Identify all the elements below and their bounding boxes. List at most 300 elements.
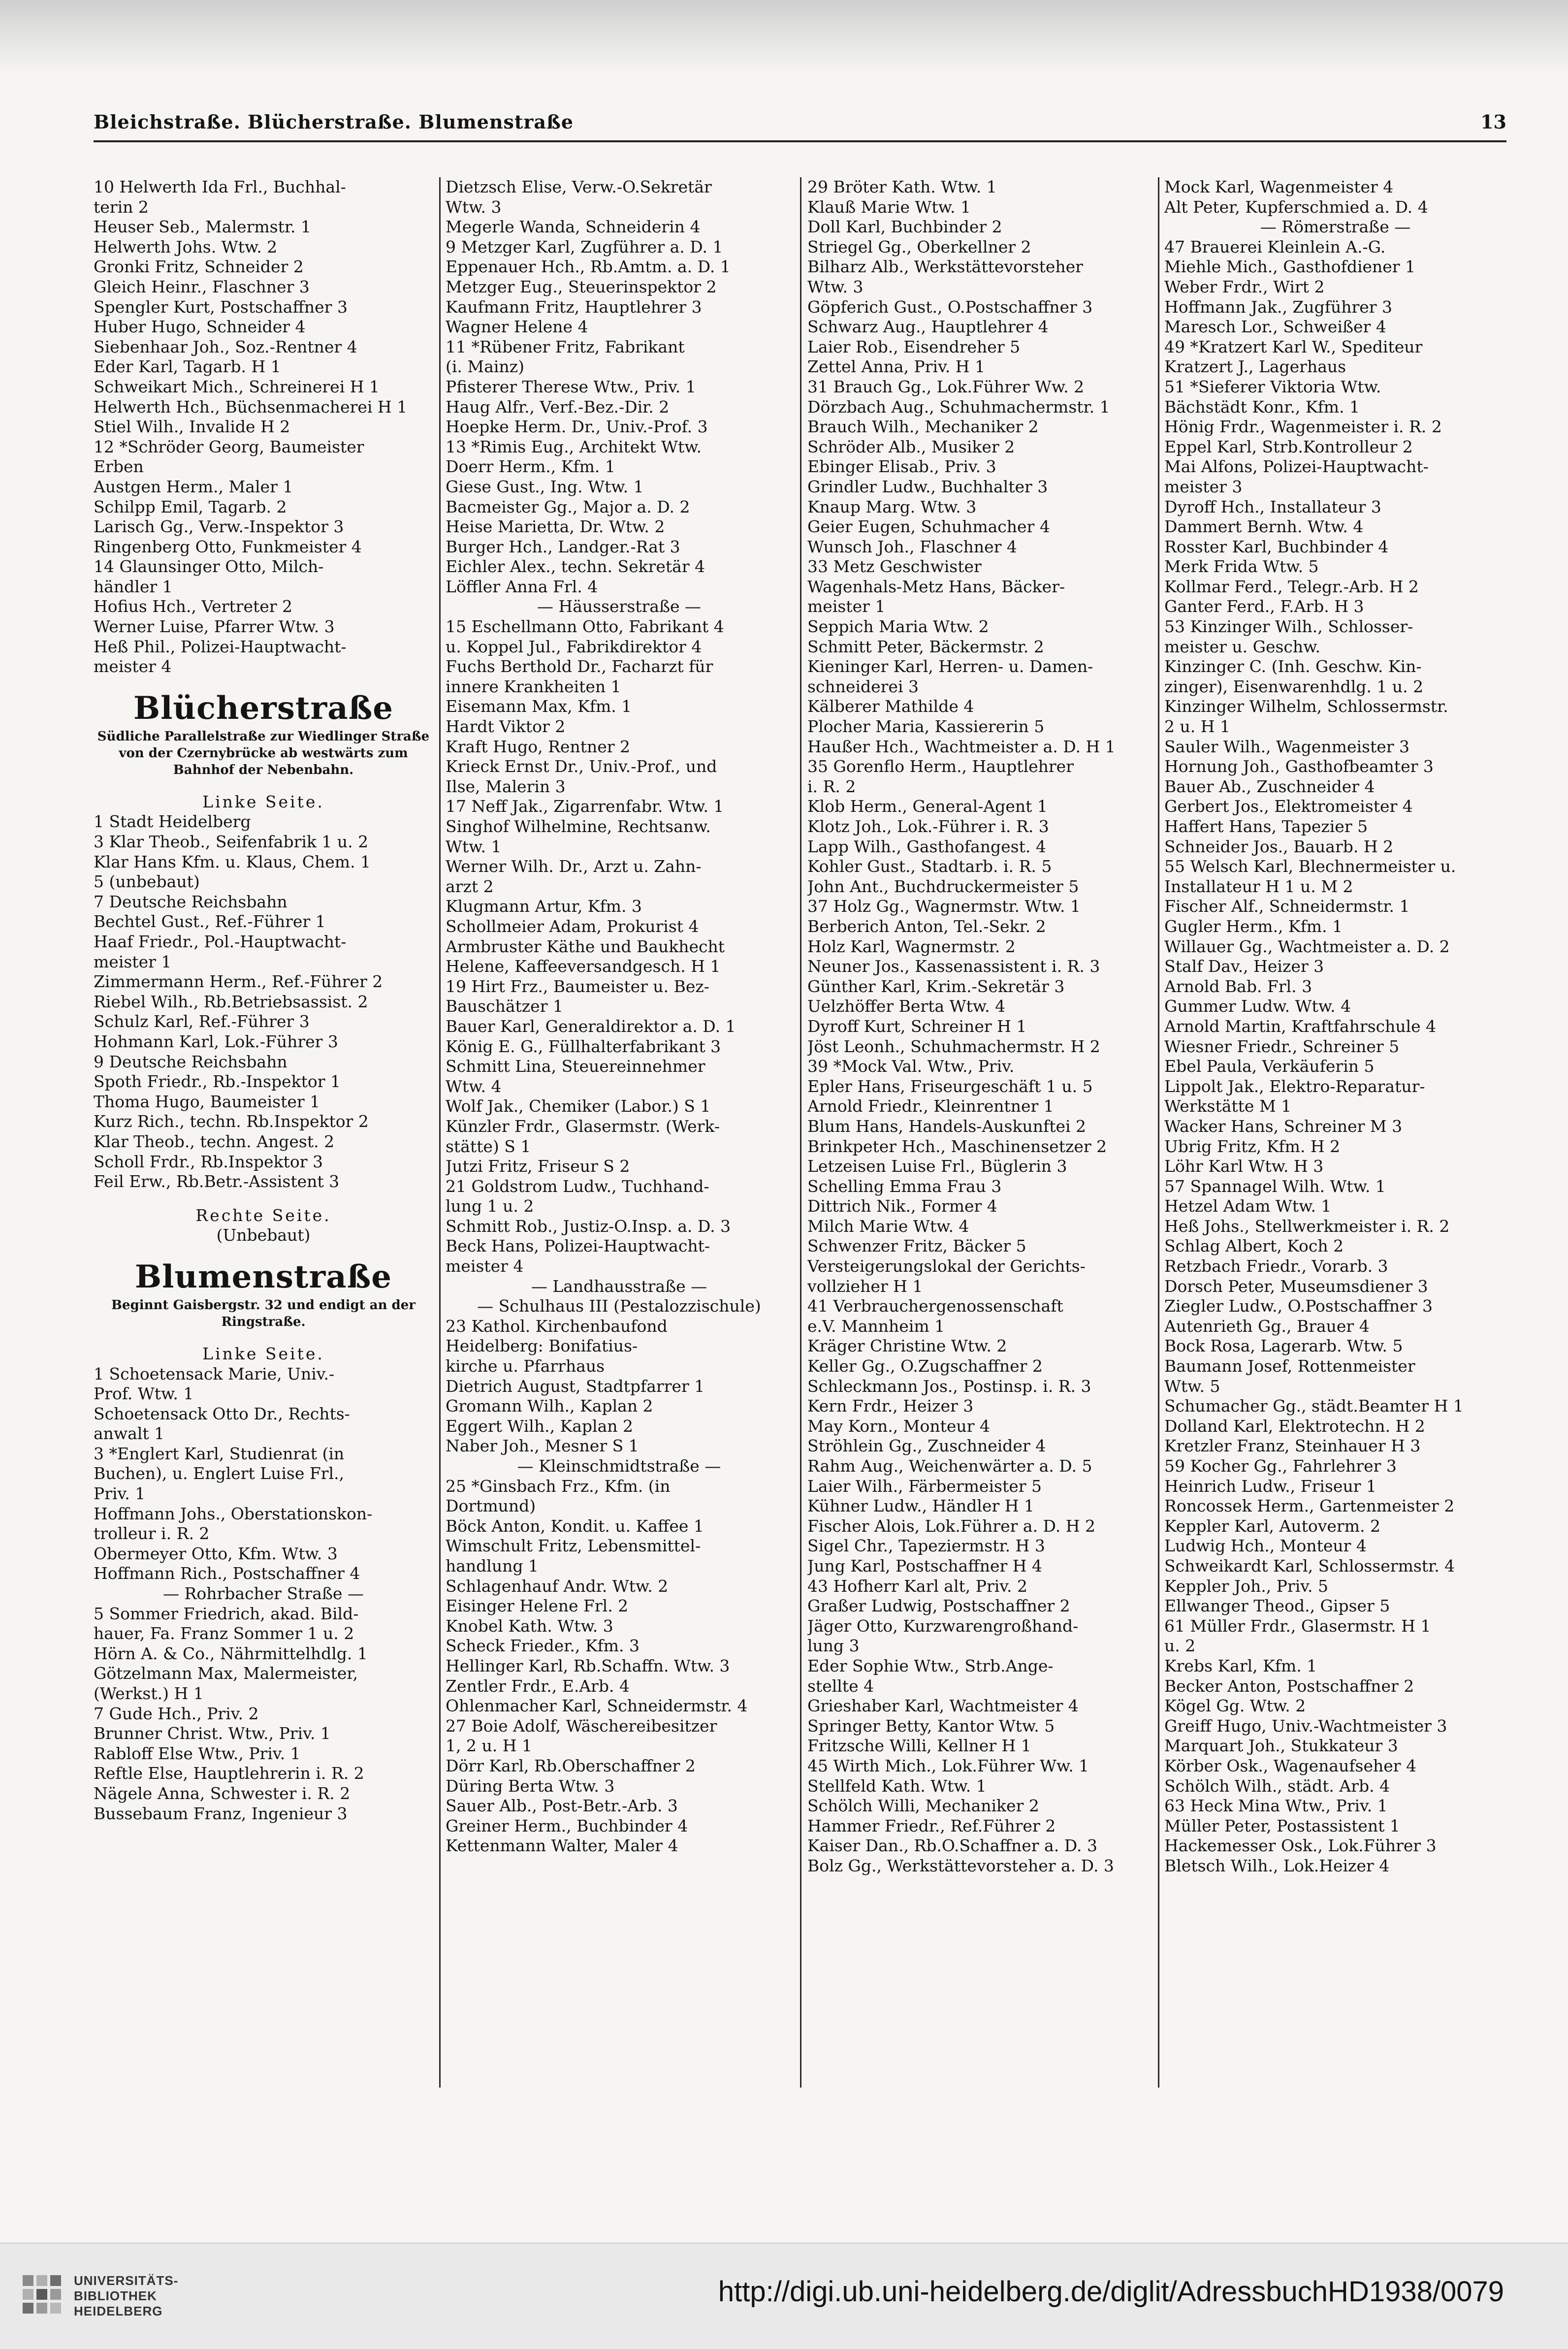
directory-entry: Schelling Emma Frau 3 (807, 1176, 1002, 1196)
column-2 (446, 177, 793, 2171)
directory-entry: Kinzinger Wilhelm, Schlossermstr. (1164, 697, 1448, 716)
directory-entry: 1, 2 u. H 1 (446, 1736, 532, 1756)
column-4 (1164, 177, 1506, 2171)
directory-entry: Springer Betty, Kantor Wtw. 5 (807, 1716, 1055, 1736)
directory-entry: stätte) S 1 (446, 1136, 531, 1156)
directory-entry: Arnold Martin, Kraftfahrschule 4 (1164, 1016, 1437, 1036)
column-3 (807, 177, 1152, 2171)
directory-entry: Hoffmann Jak., Zugführer 3 (1164, 297, 1393, 317)
directory-entry: Rabloff Else Wtw., Priv. 1 (94, 1743, 301, 1763)
directory-entry: Installateur H 1 u. M 2 (1164, 876, 1353, 896)
directory-entry: Ganter Ferd., F.Arb. H 3 (1164, 597, 1364, 616)
directory-entry: 25 *Ginsbach Frz., Kfm. (in (446, 1476, 671, 1496)
directory-entry: Autenrieth Gg., Brauer 4 (1164, 1316, 1370, 1336)
directory-entry: Schollmeier Adam, Prokurist 4 (446, 916, 699, 936)
directory-entry: Hoepke Herm. Dr., Univ.-Prof. 3 (446, 417, 708, 437)
directory-entry: 59 Kocher Gg., Fahrlehrer 3 (1164, 1456, 1397, 1476)
directory-entry: Versteigerungslokal der Gerichts- (807, 1256, 1086, 1276)
directory-entry: Eppenauer Hch., Rb.Amtm. a. D. 1 (446, 257, 731, 277)
directory-entry: u. 2 (1164, 1636, 1196, 1656)
footer-bar (0, 2243, 1568, 2349)
directory-entry: Schlagenhauf Andr. Wtw. 2 (446, 1576, 669, 1596)
directory-entry: 13 *Rimis Eug., Architekt Wtw. (446, 437, 702, 456)
directory-entry: Hornung Joh., Gasthofbeamter 3 (1164, 757, 1434, 776)
directory-entry: Doerr Herm., Kfm. 1 (446, 457, 615, 477)
directory-entry: Wtw. 3 (446, 197, 502, 217)
directory-entry: Klob Herm., General-Agent 1 (807, 797, 1048, 816)
directory-entry: lung 3 (807, 1636, 860, 1656)
directory-entry: 35 Gorenflo Herm., Hauptlehrer (807, 757, 1074, 776)
directory-entry: Kälberer Mathilde 4 (807, 697, 974, 716)
directory-entry: Dammert Bernh. Wtw. 4 (1164, 517, 1364, 537)
directory-entry: Ströhlein Gg., Zuschneider 4 (807, 1436, 1046, 1456)
directory-entry: Löhr Karl Wtw. H 3 (1164, 1157, 1324, 1176)
directory-entry: Heise Marietta, Dr. Wtw. 2 (446, 517, 665, 537)
directory-entry: Eichler Alex., techn. Sekretär 4 (446, 557, 705, 577)
directory-entry: Eisinger Helene Frl. 2 (446, 1596, 629, 1616)
directory-entry: Zettel Anna, Priv. H 1 (807, 357, 986, 377)
directory-entry: Schumacher Gg., städt.Beamter H 1 (1164, 1396, 1464, 1416)
directory-entry: Kohler Gust., Stadtarb. i. R. 5 (807, 857, 1052, 876)
directory-entry: Dietrich August, Stadtpfarrer 1 (446, 1376, 705, 1396)
directory-entry: Knobel Kath. Wtw. 3 (446, 1616, 613, 1636)
directory-entry: Kieninger Karl, Herren- u. Damen- (807, 657, 1093, 676)
directory-entry: Roncossek Herm., Gartenmeister 2 (1164, 1496, 1455, 1516)
directory-entry: Kratzert J., Lagerhaus (1164, 357, 1346, 377)
directory-entry: 61 Müller Frdr., Glasermstr. H 1 (1164, 1616, 1431, 1636)
directory-entry: Helwerth Hch., Büchsenmacherei H 1 (94, 397, 408, 417)
directory-entry: 63 Heck Mina Wtw., Priv. 1 (1164, 1796, 1388, 1816)
column-1 (94, 177, 433, 2171)
directory-entry: i. R. 2 (807, 776, 856, 796)
section-label: Rechte Seite. (195, 1205, 331, 1225)
directory-entry: 7 Gude Hch., Priv. 2 (94, 1704, 259, 1723)
directory-entry: Jung Karl, Postschaffner H 4 (807, 1556, 1043, 1576)
directory-entry: Larisch Gg., Verw.-Inspektor 3 (94, 517, 344, 537)
directory-entry: Ilse, Malerin 3 (446, 776, 566, 796)
directory-entry: Singhof Wilhelmine, Rechtsanw. (446, 817, 711, 836)
directory-entry: Willauer Gg., Wachtmeister a. D. 2 (1164, 936, 1450, 956)
directory-entry: John Ant., Buchdruckermeister 5 (807, 876, 1079, 896)
source-url-link[interactable]: http://digi.ub.uni-heidelberg.de/diglit/AdressbuchHD1938/0079 (718, 2276, 1504, 2308)
directory-entry: Hetzel Adam Wtw. 1 (1164, 1196, 1332, 1216)
directory-entry: Ludwig Hch., Monteur 4 (1164, 1536, 1367, 1556)
page-title: Bleichstraße. Blücherstraße. Blumenstraße (94, 111, 574, 133)
section-label: — Häusserstraße — (537, 597, 702, 616)
directory-entry: Schölch Wilh., städt. Arb. 4 (1164, 1776, 1390, 1796)
directory-entry: Wolf Jak., Chemiker (Labor.) S 1 (446, 1096, 711, 1116)
directory-entry: 53 Kinzinger Wilh., Schlosser- (1164, 617, 1413, 637)
directory-entry: Maresch Lor., Schweißer 4 (1164, 317, 1386, 337)
section-label: — Römerstraße — (1260, 217, 1411, 237)
directory-entry: (Werkst.) H 1 (94, 1684, 204, 1703)
directory-entry: 17 Neff Jak., Zigarrenfabr. Wtw. 1 (446, 797, 724, 816)
directory-entry: 39 *Mock Val. Wtw., Priv. (807, 1057, 1015, 1076)
directory-entry: Schmitt Lina, Steuereinnehmer (446, 1057, 705, 1076)
directory-entry: Haußer Hch., Wachtmeister a. D. H 1 (807, 737, 1116, 756)
directory-entry: Schoetensack Otto Dr., Rechts- (94, 1404, 350, 1423)
directory-entry: Graßer Ludwig, Postschaffner 2 (807, 1596, 1070, 1616)
directory-entry: händler 1 (94, 577, 173, 596)
directory-entry: Eder Sophie Wtw., Strb.Ange- (807, 1656, 1054, 1675)
directory-entry: Neuner Jos., Kassenassistent i. R. 3 (807, 957, 1100, 976)
directory-entry: 23 Kathol. Kirchenbaufond (446, 1316, 668, 1336)
street-description: Südliche Parallelstraße zur Wiedlinger Straße von der Czernybrücke ab westwärts zum Bahnhof der Nebenbahn. (97, 729, 430, 777)
directory-entry: Klar Theob., techn. Angest. 2 (94, 1131, 335, 1151)
directory-entry: Brunner Christ. Wtw., Priv. 1 (94, 1724, 331, 1743)
directory-entry: Ellwanger Theod., Gipser 5 (1164, 1596, 1390, 1616)
library-name-line: HEIDELBERG (74, 2304, 163, 2318)
directory-entry: Dörr Karl, Rb.Oberschaffner 2 (446, 1756, 696, 1775)
directory-entry: meister 1 (94, 952, 172, 971)
directory-entry: meister 1 (807, 597, 886, 616)
directory-entry: Gugler Herm., Kfm. 1 (1164, 916, 1343, 936)
directory-entry: Fischer Alois, Lok.Führer a. D. H 2 (807, 1516, 1096, 1536)
directory-entry: 15 Eschellmann Otto, Fabrikant 4 (446, 617, 724, 637)
directory-entry: Bock Rosa, Lagerarb. Wtw. 5 (1164, 1336, 1403, 1356)
directory-entry: Schölch Willi, Mechaniker 2 (807, 1796, 1039, 1816)
directory-entry: Doll Karl, Buchbinder 2 (807, 217, 1002, 237)
directory-entry: Plocher Maria, Kassiererin 5 (807, 717, 1045, 737)
directory-entry: Dietzsch Elise, Verw.-O.Sekretär (446, 177, 712, 196)
directory-entry: Kühner Ludw., Händler H 1 (807, 1496, 1035, 1516)
street-heading: Blücherstraße (133, 689, 393, 727)
directory-entry: König E. G., Füllhalterfabrikant 3 (446, 1036, 721, 1056)
directory-entry: Kinzinger C. (Inh. Geschw. Kin- (1164, 657, 1422, 676)
directory-entry: Künzler Frdr., Glasermstr. (Werk- (446, 1116, 720, 1136)
directory-entry: Heuser Seb., Malermstr. 1 (94, 217, 311, 237)
directory-entry: Werner Wilh. Dr., Arzt u. Zahn- (446, 857, 702, 876)
directory-entry: Miehle Mich., Gasthofdiener 1 (1164, 257, 1416, 277)
directory-entry: Schmitt Rob., Justiz-O.Insp. a. D. 3 (446, 1216, 731, 1236)
street-heading: Blumenstraße (134, 1258, 392, 1295)
directory-entry: 43 Hofherr Karl alt, Priv. 2 (807, 1576, 1028, 1596)
directory-entry: Eggert Wilh., Kaplan 2 (446, 1416, 633, 1436)
directory-entry: Fischer Alf., Schneidermstr. 1 (1164, 897, 1410, 916)
directory-entry: Wunsch Joh., Flaschner 4 (807, 537, 1017, 556)
directory-entry: Werner Luise, Pfarrer Wtw. 3 (94, 617, 335, 637)
directory-entry: Bussebaum Franz, Ingenieur 3 (94, 1803, 348, 1823)
directory-entry: Wacker Hans, Schreiner M 3 (1164, 1116, 1403, 1136)
directory-entry: Klotz Joh., Lok.-Führer i. R. 3 (807, 817, 1049, 836)
directory-entry: Megerle Wanda, Schneiderin 4 (446, 217, 701, 237)
directory-entry: Obermeyer Otto, Kfm. Wtw. 3 (94, 1544, 338, 1563)
directory-entry: Schlag Albert, Koch 2 (1164, 1236, 1344, 1256)
directory-entry: 49 *Kratzert Karl W., Spediteur (1164, 337, 1423, 356)
directory-entry: innere Krankheiten 1 (446, 676, 621, 696)
directory-entry: hauer, Fa. Franz Sommer 1 u. 2 (94, 1624, 354, 1643)
directory-entry: Stalf Dav., Heizer 3 (1164, 957, 1324, 976)
directory-entry: Krebs Karl, Kfm. 1 (1164, 1656, 1317, 1675)
directory-entry: Schleckmann Jos., Postinsp. i. R. 3 (807, 1376, 1091, 1396)
directory-entry: Hoffmann Johs., Oberstationskon- (94, 1504, 373, 1523)
directory-entry: 14 Glaunsinger Otto, Milch- (94, 557, 324, 577)
directory-entry: Bacmeister Gg., Major a. D. 2 (446, 497, 690, 516)
directory-entry: anwalt 1 (94, 1424, 165, 1444)
directory-entry: Epler Hans, Friseurgeschäft 1 u. 5 (807, 1076, 1093, 1096)
directory-entry: schneiderei 3 (807, 676, 919, 696)
directory-entry: Gronki Fritz, Schneider 2 (94, 257, 304, 277)
directory-entry: Erben (94, 457, 144, 477)
directory-entry: Zentler Frdr., E.Arb. 4 (446, 1676, 630, 1696)
directory-entry: Geier Eugen, Schuhmacher 4 (807, 517, 1050, 537)
directory-entry: Riebel Wilh., Rb.Betriebsassist. 2 (94, 992, 368, 1011)
directory-entry: meister 4 (94, 657, 172, 676)
directory-entry: Düring Berta Wtw. 3 (446, 1776, 615, 1796)
directory-entry: 5 (unbebaut) (94, 872, 200, 892)
directory-entry: trolleur i. R. 2 (94, 1524, 210, 1544)
directory-entry: 29 Bröter Kath. Wtw. 1 (807, 177, 997, 196)
directory-entry: Berberich Anton, Tel.-Sekr. 2 (807, 916, 1046, 936)
directory-entry: 33 Metz Geschwister (807, 557, 982, 577)
directory-entry: Fritzsche Willi, Kellner H 1 (807, 1736, 1031, 1756)
library-name-line: UNIVERSITÄTS- (74, 2273, 179, 2288)
directory-entry: Mock Karl, Wagenmeister 4 (1164, 177, 1394, 196)
directory-entry: Scholl Frdr., Rb.Inspektor 3 (94, 1152, 323, 1171)
directory-entry: 9 Deutsche Reichsbahn (94, 1052, 288, 1071)
directory-entry: Mai Alfons, Polizei-Hauptwacht- (1164, 457, 1429, 477)
directory-entry: Werkstätte M 1 (1164, 1096, 1292, 1116)
directory-entry: Letzeisen Luise Frl., Büglerin 3 (807, 1157, 1067, 1176)
directory-entry: Bolz Gg., Werkstättevorsteher a. D. 3 (807, 1856, 1114, 1875)
directory-entry: Körber Osk., Wagenaufseher 4 (1164, 1756, 1417, 1775)
directory-entry: meister 4 (446, 1256, 524, 1276)
directory-entry: Dolland Karl, Elektrotechn. H 2 (1164, 1416, 1425, 1436)
directory-entry: Helene, Kaffeeversandgesch. H 1 (446, 957, 721, 976)
directory-entry: zinger), Eisenwarenhdlg. 1 u. 2 (1164, 676, 1424, 696)
directory-entry: Bauer Ab., Zuschneider 4 (1164, 776, 1375, 796)
directory-entry: Sauer Alb., Post-Betr.-Arb. 3 (446, 1796, 678, 1816)
directory-entry: e.V. Mannheim 1 (807, 1316, 945, 1336)
directory-entry: Reftle Else, Hauptlehrerin i. R. 2 (94, 1764, 364, 1783)
directory-entry: Kögel Gg. Wtw. 2 (1164, 1696, 1306, 1716)
spacer (94, 778, 433, 792)
directory-entry: 7 Deutsche Reichsbahn (94, 892, 288, 911)
directory-entry: Haug Alfr., Verf.-Bez.-Dir. 2 (446, 397, 670, 417)
directory-entry: Spengler Kurt, Postschaffner 3 (94, 297, 348, 317)
directory-entry: Wtw. 4 (446, 1076, 502, 1096)
directory-entry: Holz Karl, Wagnermstr. 2 (807, 936, 1016, 956)
directory-entry: Dorsch Peter, Museumsdiener 3 (1164, 1276, 1428, 1296)
directory-entry: vollzieher H 1 (807, 1276, 923, 1296)
directory-entry: Hofius Hch., Vertreter 2 (94, 597, 293, 616)
directory-entry: 51 *Sieferer Viktoria Wtw. (1164, 377, 1381, 396)
directory-entry: Bletsch Wilh., Lok.Heizer 4 (1164, 1856, 1390, 1875)
section-label: Linke Seite. (202, 792, 324, 811)
directory-entry: Prof. Wtw. 1 (94, 1384, 194, 1404)
directory-entry: Greiner Herm., Buchbinder 4 (446, 1816, 688, 1835)
directory-entry: Hoffmann Rich., Postschaffner 4 (94, 1564, 360, 1583)
directory-entry: Kräger Christine Wtw. 2 (807, 1336, 1007, 1356)
directory-entry: terin 2 (94, 197, 149, 217)
library-name (74, 2273, 178, 2319)
directory-entry: Wagner Helene 4 (446, 317, 588, 337)
directory-entry: Günther Karl, Krim.-Sekretär 3 (807, 976, 1065, 996)
directory-entry: handlung 1 (446, 1556, 539, 1576)
directory-entry: Laier Rob., Eisendreher 5 (807, 337, 1021, 356)
directory-entry: Bächstädt Konr., Kfm. 1 (1164, 397, 1360, 417)
directory-entry: Keppler Joh., Priv. 5 (1164, 1576, 1328, 1596)
directory-entry: 10 Helwerth Ida Frl., Buchhal- (94, 177, 346, 196)
directory-entry: Schilpp Emil, Tagarb. 2 (94, 497, 287, 516)
column-divider (800, 177, 801, 2088)
scan-top-margin (0, 0, 1568, 74)
directory-entry: Priv. 1 (94, 1484, 146, 1504)
directory-entry: Grieshaber Karl, Wachtmeister 4 (807, 1696, 1079, 1716)
directory-entry: Merk Frida Wtw. 5 (1164, 557, 1319, 577)
directory-entry: Ebel Paula, Verkäuferin 5 (1164, 1057, 1375, 1076)
directory-entry: Böck Anton, Kondit. u. Kaffee 1 (446, 1516, 704, 1536)
directory-entry: Burger Hch., Landger.-Rat 3 (446, 537, 680, 556)
directory-entry: Schwenzer Fritz, Bäcker 5 (807, 1236, 1026, 1256)
directory-entry: Schmitt Peter, Bäckermstr. 2 (807, 637, 1044, 656)
directory-entry: Sauler Wilh., Wagenmeister 3 (1164, 737, 1410, 756)
directory-entry: Krieck Ernst Dr., Univ.-Prof., und (446, 757, 717, 776)
directory-entry: Lippolt Jak., Elektro-Reparatur- (1164, 1076, 1425, 1096)
directory-entry: Heidelberg: Bonifatius- (446, 1336, 638, 1356)
directory-entry: Hörn A. & Co., Nährmittelhdlg. 1 (94, 1643, 368, 1663)
directory-entry: meister u. Geschw. (1164, 637, 1320, 656)
directory-entry: Feil Erw., Rb.Betr.-Assistent 3 (94, 1172, 340, 1191)
directory-entry: 19 Hirt Frz., Baumeister u. Bez- (446, 976, 709, 996)
column-divider (1158, 177, 1159, 2088)
directory-entry: Ohlenmacher Karl, Schneidermstr. 4 (446, 1696, 748, 1716)
directory-entry: Haffert Hans, Tapezier 5 (1164, 817, 1368, 836)
street-description: Beginnt Gaisbergstr. 32 und endigt an der Ringstraße. (111, 1297, 416, 1329)
directory-entry: Müller Peter, Postassistent 1 (1164, 1816, 1400, 1835)
directory-entry: Heinrich Ludw., Friseur 1 (1164, 1476, 1376, 1496)
directory-entry: Kern Frdr., Heizer 3 (807, 1396, 974, 1416)
directory-entry: Arnold Friedr., Kleinrentner 1 (807, 1096, 1054, 1116)
directory-entry: Spoth Friedr., Rb.-Inspektor 1 (94, 1072, 341, 1092)
directory-entry: Schweikart Mich., Schreinerei H 1 (94, 377, 380, 396)
directory-entry: Grindler Ludw., Buchhalter 3 (807, 477, 1048, 496)
directory-entry: Kraft Hugo, Rentner 2 (446, 737, 631, 756)
directory-entry: Beck Hans, Polizei-Hauptwacht- (446, 1236, 710, 1256)
directory-entry: Wagenhals-Metz Hans, Bäcker- (807, 577, 1065, 596)
directory-entry: Schwarz Aug., Hauptlehrer 4 (807, 317, 1049, 337)
section-label: — Schulhaus III (Pestalozzischule) (477, 1296, 761, 1316)
directory-entry: Jöst Leonh., Schuhmachermstr. H 2 (807, 1036, 1100, 1056)
directory-entry: Retzbach Friedr., Vorarb. 3 (1164, 1256, 1388, 1276)
directory-entry: 5 Sommer Friedrich, akad. Bild- (94, 1604, 359, 1623)
directory-entry: 3 *Englert Karl, Studienrat (in (94, 1444, 345, 1463)
directory-entry: Bauschätzer 1 (446, 997, 563, 1016)
directory-entry: Schröder Alb., Musiker 2 (807, 437, 1015, 456)
directory-entry: Kollmar Ferd., Telegr.-Arb. H 2 (1164, 577, 1419, 596)
directory-entry: Alt Peter, Kupferschmied a. D. 4 (1164, 197, 1428, 217)
directory-entry: Hardt Viktor 2 (446, 717, 566, 737)
directory-entry: 31 Brauch Gg., Lok.Führer Ww. 2 (807, 377, 1085, 396)
directory-entry: Keller Gg., O.Zugschaffner 2 (807, 1356, 1043, 1376)
directory-entry: Wtw. 5 (1164, 1376, 1220, 1396)
directory-entry: 45 Wirth Mich., Lok.Führer Ww. 1 (807, 1756, 1089, 1775)
directory-entry: Gromann Wilh., Kaplan 2 (446, 1396, 653, 1416)
directory-entry: Heß Johs., Stellwerkmeister i. R. 2 (1164, 1216, 1450, 1236)
directory-entry: Eppel Karl, Strb.Kontrolleur 2 (1164, 437, 1413, 456)
directory-entry: 1 Schoetensack Marie, Univ.- (94, 1364, 335, 1384)
directory-entry: 1 Stadt Heidelberg (94, 812, 251, 832)
directory-entry: Stellfeld Kath. Wtw. 1 (807, 1776, 987, 1796)
directory-entry: 41 Verbrauchergenossenschaft (807, 1296, 1063, 1316)
directory-entry: Hohmann Karl, Lok.-Führer 3 (94, 1031, 338, 1051)
directory-entry: 2 u. H 1 (1164, 717, 1230, 737)
column-divider (439, 177, 441, 2088)
directory-entry: Uelzhöffer Berta Wtw. 4 (807, 997, 1006, 1016)
directory-entry: May Korn., Monteur 4 (807, 1416, 990, 1436)
directory-entry: Schneider Jos., Bauarb. H 2 (1164, 837, 1394, 856)
directory-entry: Nägele Anna, Schwester i. R. 2 (94, 1783, 351, 1803)
directory-entry: Bechtel Gust., Ref.-Führer 1 (94, 912, 326, 932)
directory-entry: Hönig Frdr., Wagenmeister i. R. 2 (1164, 417, 1442, 437)
directory-entry: Klauß Marie Wtw. 1 (807, 197, 971, 217)
directory-entry: Klugmann Artur, Kfm. 3 (446, 897, 642, 916)
directory-entry: Wtw. 1 (446, 837, 502, 856)
directory-entry: 11 *Rübener Fritz, Fabrikant (446, 337, 685, 356)
section-label: — Rohrbacher Straße — (163, 1584, 364, 1604)
directory-entry: 47 Brauerei Kleinlein A.-G. (1164, 237, 1386, 257)
directory-entry: Eisemann Max, Kfm. 1 (446, 697, 632, 716)
directory-entry: Bauer Karl, Generaldirektor a. D. 1 (446, 1016, 736, 1036)
directory-entry: Kretzler Franz, Steinhauer H 3 (1164, 1436, 1421, 1456)
directory-entry: Hackemesser Osk., Lok.Führer 3 (1164, 1836, 1437, 1856)
directory-entry: kirche u. Pfarrhaus (446, 1356, 605, 1376)
directory-entry: Marquart Joh., Stukkateur 3 (1164, 1736, 1398, 1756)
page-header (94, 106, 1506, 142)
directory-entry: Wiesner Friedr., Schreiner 5 (1164, 1036, 1400, 1056)
directory-entry: Rosster Karl, Buchbinder 4 (1164, 537, 1389, 556)
directory-entry: Helwerth Johs. Wtw. 2 (94, 237, 278, 257)
directory-entry: Schulz Karl, Ref.-Führer 3 (94, 1012, 310, 1031)
directory-entry: Greiff Hugo, Univ.-Wachtmeister 3 (1164, 1716, 1447, 1736)
directory-entry: Schweikardt Karl, Schlossermstr. 4 (1164, 1556, 1455, 1576)
directory-entry: Keppler Karl, Autoverm. 2 (1164, 1516, 1380, 1536)
directory-entry: Hellinger Karl, Rb.Schaffn. Wtw. 3 (446, 1656, 730, 1675)
directory-entry: Eder Karl, Tagarb. H 1 (94, 357, 281, 377)
section-label: Linke Seite. (202, 1344, 324, 1363)
directory-entry: arzt 2 (446, 876, 494, 896)
directory-entry: Jäger Otto, Kurzwarengroßhand- (807, 1616, 1079, 1636)
directory-entry: Giese Gust., Ing. Wtw. 1 (446, 477, 644, 496)
directory-entry: Striegel Gg., Oberkellner 2 (807, 237, 1031, 257)
directory-entry: Thoma Hugo, Baumeister 1 (94, 1092, 320, 1111)
directory-entry: lung 1 u. 2 (446, 1196, 534, 1216)
directory-entry: Klar Hans Kfm. u. Klaus, Chem. 1 (94, 852, 371, 871)
directory-entry: Knaup Marg. Wtw. 3 (807, 497, 977, 516)
directory-entry: Brinkpeter Hch., Maschinensetzer 2 (807, 1136, 1107, 1156)
directory-entry: Naber Joh., Mesner S 1 (446, 1436, 639, 1456)
directory-entry: Brauch Wilh., Mechaniker 2 (807, 417, 1039, 437)
directory-entry: Wtw. 3 (807, 277, 864, 296)
directory-entry: Milch Marie Wtw. 4 (807, 1216, 969, 1236)
directory-entry: Dyroff Kurt, Schreiner H 1 (807, 1016, 1027, 1036)
directory-entry: Kettenmann Walter, Maler 4 (446, 1836, 678, 1856)
directory-entry: Gerbert Jos., Elektromeister 4 (1164, 797, 1413, 816)
directory-entry: Bilharz Alb., Werkstättevorsteher (807, 257, 1083, 277)
directory-entry: Zimmermann Herm., Ref.-Führer 2 (94, 972, 383, 992)
directory-entry: Stiel Wilh., Invalide H 2 (94, 417, 290, 437)
directory-entry: Baumann Josef, Rottenmeister (1164, 1356, 1415, 1376)
directory-entry: Ubrig Fritz, Kfm. H 2 (1164, 1136, 1341, 1156)
directory-entry: Kaiser Dan., Rb.O.Schaffner a. D. 3 (807, 1836, 1097, 1856)
directory-entry: Blum Hans, Handels-Auskunftei 2 (807, 1116, 1087, 1136)
directory-entry: Jutzi Fritz, Friseur S 2 (446, 1157, 630, 1176)
directory-entry: Ringenberg Otto, Funkmeister 4 (94, 537, 362, 556)
directory-entry: Ebinger Elisab., Priv. 3 (807, 457, 996, 477)
directory-entry: 12 *Schröder Georg, Baumeister (94, 437, 364, 456)
directory-entry: Huber Hugo, Schneider 4 (94, 317, 306, 337)
spacer (94, 1192, 433, 1206)
